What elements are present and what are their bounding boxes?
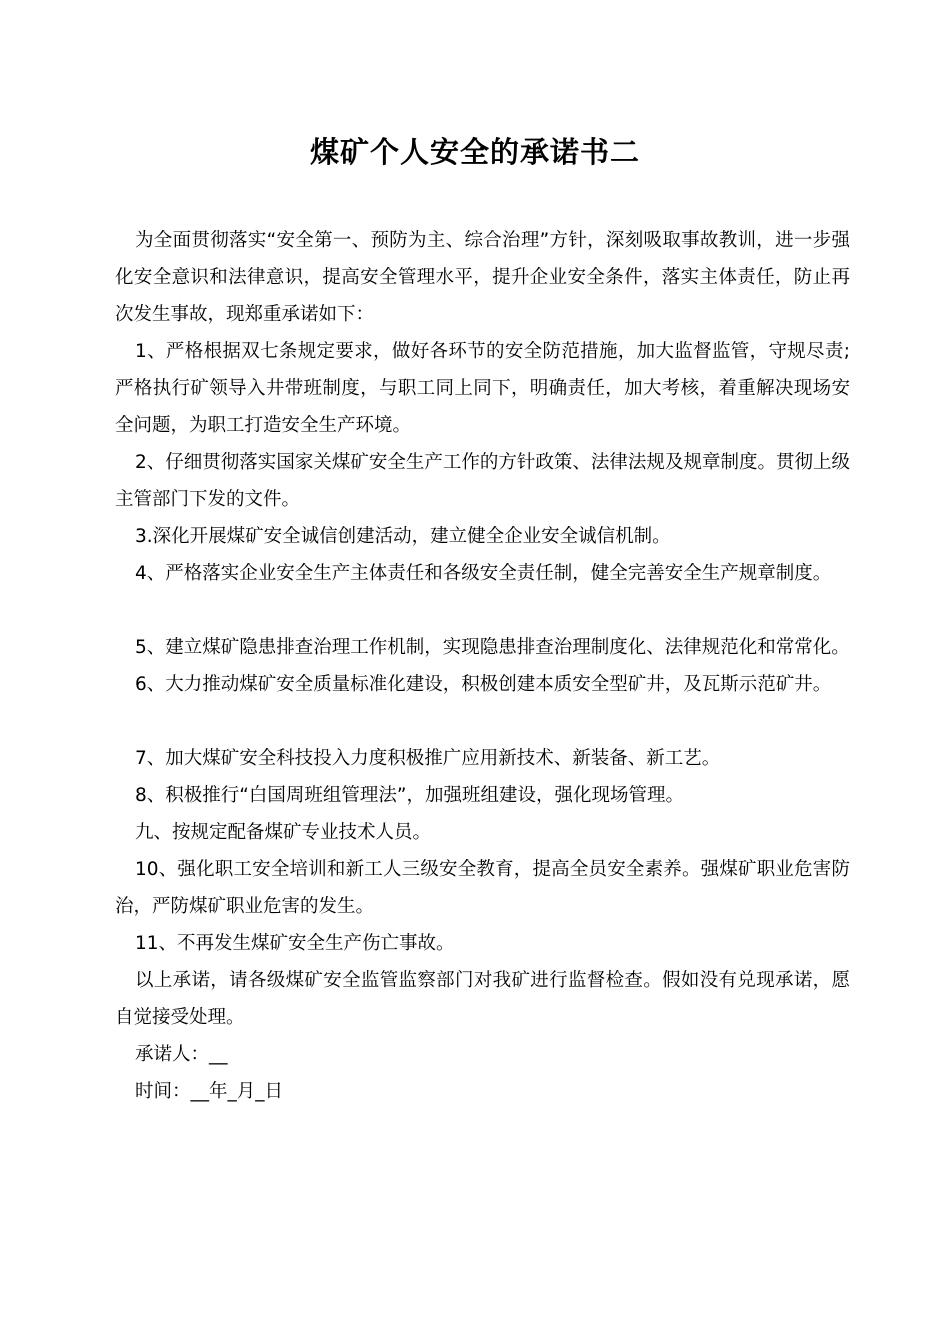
commitment-item-6: 6、大力推动煤矿安全质量标准化建设，积极创建本质安全型矿井，及瓦斯示范矿井。	[135, 674, 832, 695]
document-body	[115, 222, 850, 1110]
commitment-item-7: 7、加大煤矿安全科技投入力度积极推广应用新技术、新装备、新工艺。	[135, 748, 721, 769]
commitment-item-2: 2、仔细贯彻落实国家关煤矿安全生产工作的方针政策、法律法规及规章制度。贯彻上级主管部门下发的文件。	[115, 452, 850, 510]
signatory-line: 承诺人：__	[135, 1044, 228, 1065]
commitment-item-1: 1、严格根据双七条规定要求，做好各环节的安全防范措施，加大监督监管，守规尽责;严格执行矿领导入井带班制度，与职工同上同下，明确责任，加大考核，着重解决现场安全问题，为职工打造安全生产环境。	[115, 341, 850, 436]
date-line: 时间：__年_月_日	[135, 1081, 284, 1102]
commitment-item-10: 10、强化职工安全培训和新工人三级安全教育，提高全员安全素养。强煤矿职业危害防治，严防煤矿职业危害的发生。	[115, 859, 850, 917]
commitment-item-4: 4、严格落实企业安全生产主体责任和各级安全责任制，健全完善安全生产规章制度。	[135, 563, 832, 584]
commitment-item-9: 九、按规定配备煤矿专业技术人员。	[135, 822, 432, 843]
closing-paragraph: 以上承诺，请各级煤矿安全监管监察部门对我矿进行监督检查。假如没有兑现承诺，愿自觉接受处理。	[115, 970, 850, 1028]
document-title: 煤矿个人安全的承诺书二	[309, 135, 640, 169]
commitment-item-5: 5、建立煤矿隐患排查治理工作机制，实现隐患排查治理制度化、法律规范化和常常化。	[135, 637, 850, 658]
intro-paragraph: 为全面贯彻落实“安全第一、预防为主、综合治理”方针，深刻吸取事故教训，进一步强化安全意识和法律意识，提高安全管理水平，提升企业安全条件，落实主体责任，防止再次发生事故，现郑重承诺如下：	[115, 230, 850, 325]
commitment-item-11: 11、不再发生煤矿安全生产伤亡事故。	[135, 933, 455, 954]
commitment-item-3: 3.深化开展煤矿安全诚信创建活动，建立健全企业安全诚信机制。	[135, 526, 671, 547]
commitment-item-8: 8、积极推行“白国周班组管理法”，加强班组建设，强化现场管理。	[135, 785, 684, 806]
